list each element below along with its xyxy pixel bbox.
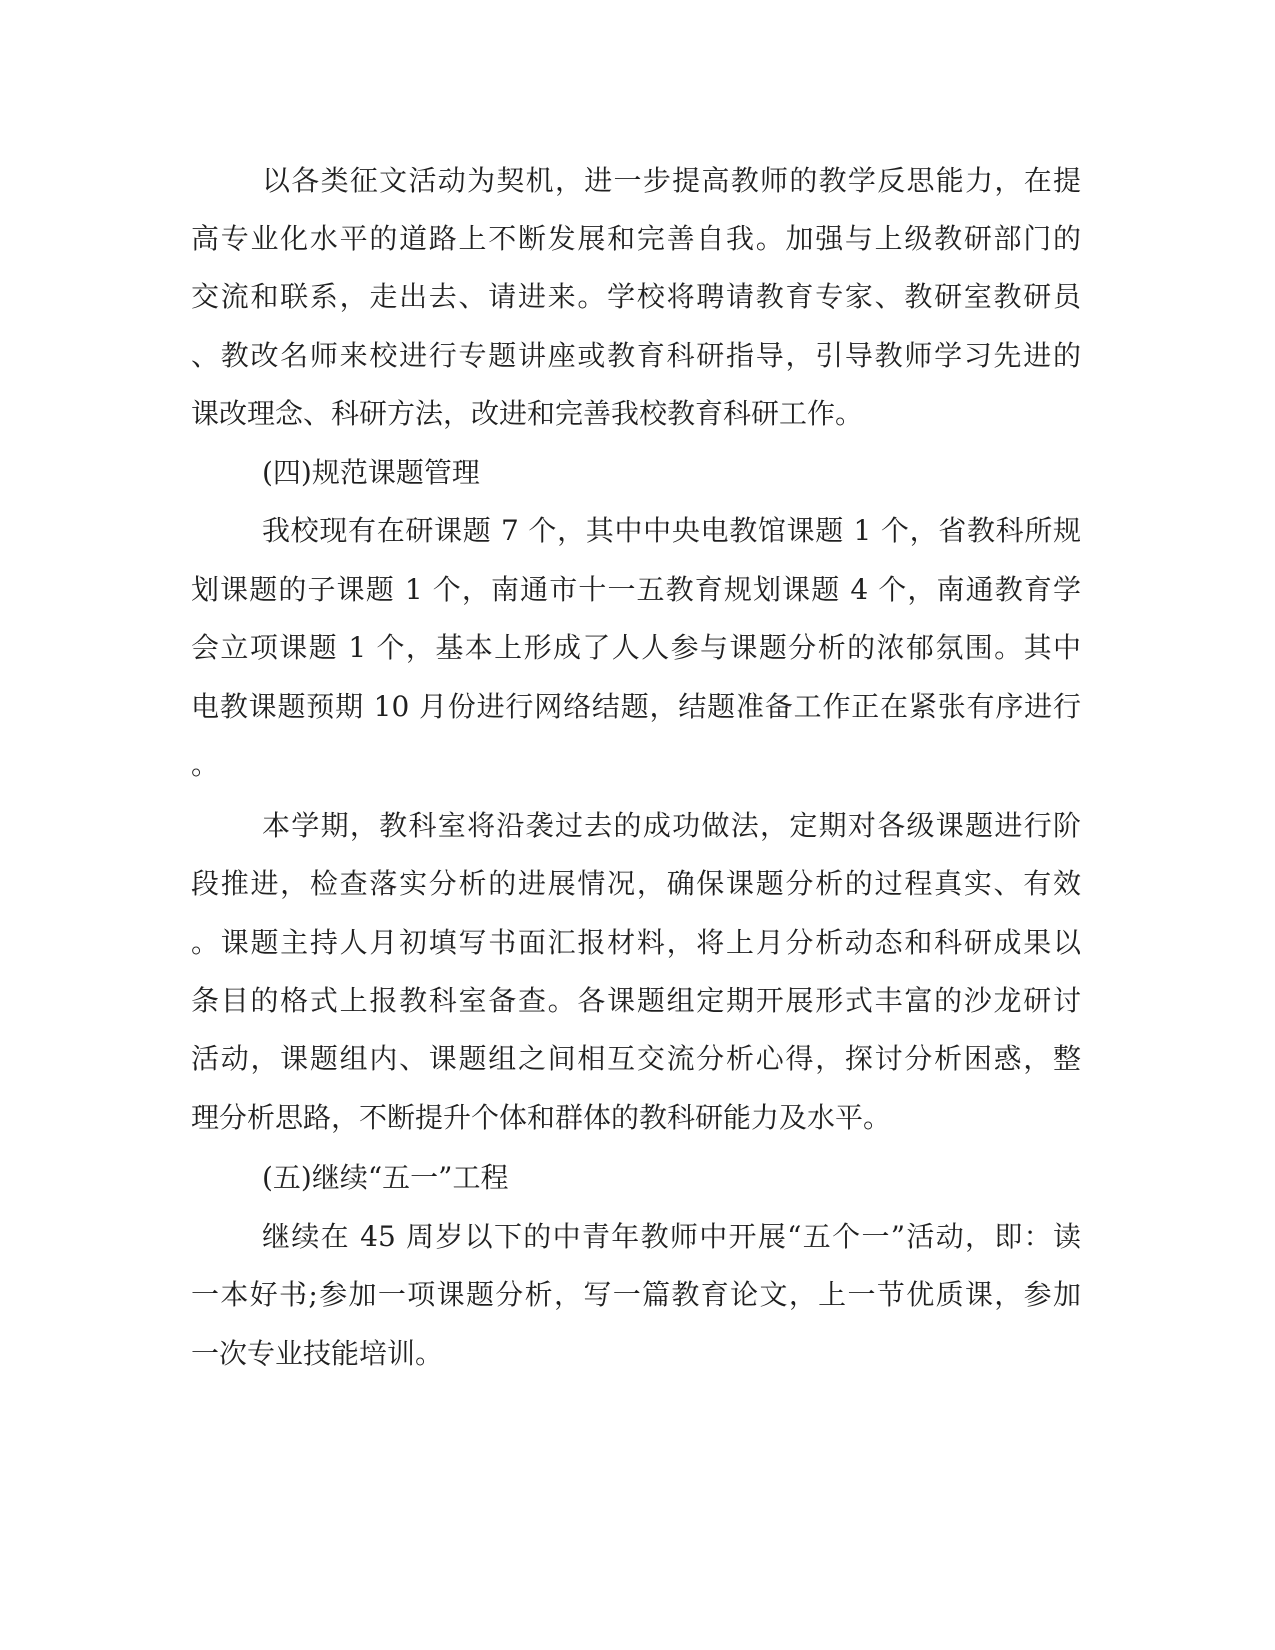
section-heading-4: (四)规范课题管理 xyxy=(262,456,480,489)
paragraph-1-line-2: 高专业化水平的道路上不断发展和完善自我。加强与上级教研部门的 xyxy=(191,222,1081,255)
section-heading-5: (五)继续“五一”工程 xyxy=(262,1161,509,1194)
paragraph-3-line-2: 段推进，检查落实分析的进展情况，确保课题分析的过程真实、有效 xyxy=(191,867,1081,900)
paragraph-1-line-3: 交流和联系，走出去、请进来。学校将聘请教育专家、教研室教研员 xyxy=(191,280,1081,313)
paragraph-4-line-2: 一本好书;参加一项课题分析，写一篇教育论文，上一节优质课，参加 xyxy=(191,1278,1081,1311)
paragraph-3-line-3: 。课题主持人月初填写书面汇报材料，将上月分析动态和科研成果以 xyxy=(191,926,1081,959)
paragraph-1-line-5: 课改理念、科研方法，改进和完善我校教育科研工作。 xyxy=(191,397,864,430)
paragraph-3-line-6: 理分析思路，不断提升个体和群体的教科研能力及水平。 xyxy=(191,1101,892,1134)
paragraph-4-line-1: 继续在 45 周岁以下的中青年教师中开展“五个一”活动，即：读 xyxy=(262,1220,1081,1253)
paragraph-3-line-5: 活动，课题组内、课题组之间相互交流分析心得，探讨分析困惑，整 xyxy=(191,1042,1081,1075)
paragraph-1-line-1: 以各类征文活动为契机，进一步提高教师的教学反思能力，在提 xyxy=(262,164,1081,197)
paragraph-4-line-3: 一次专业技能培训。 xyxy=(191,1337,444,1370)
paragraph-2-line-4: 电教课题预期 10 月份进行网络结题，结题准备工作正在紧张有序进行 xyxy=(191,690,1081,723)
paragraph-2-line-5: 。 xyxy=(191,748,220,781)
paragraph-1-line-4: 、教改名师来校进行专题讲座或教育科研指导，引导教师学习先进的 xyxy=(191,339,1081,372)
paragraph-2-line-1: 我校现有在研课题 7 个，其中中央电教馆课题 1 个，省教科所规 xyxy=(262,514,1081,547)
paragraph-2-line-2: 划课题的子课题 1 个，南通市十一五教育规划课题 4 个，南通教育学 xyxy=(191,573,1081,606)
paragraph-2-line-3: 会立项课题 1 个，基本上形成了人人参与课题分析的浓郁氛围。其中 xyxy=(191,631,1081,664)
paragraph-3-line-1: 本学期，教科室将沿袭过去的成功做法，定期对各级课题进行阶 xyxy=(262,809,1081,842)
paragraph-3-line-4: 条目的格式上报教科室备查。各课题组定期开展形式丰富的沙龙研讨 xyxy=(191,984,1081,1017)
